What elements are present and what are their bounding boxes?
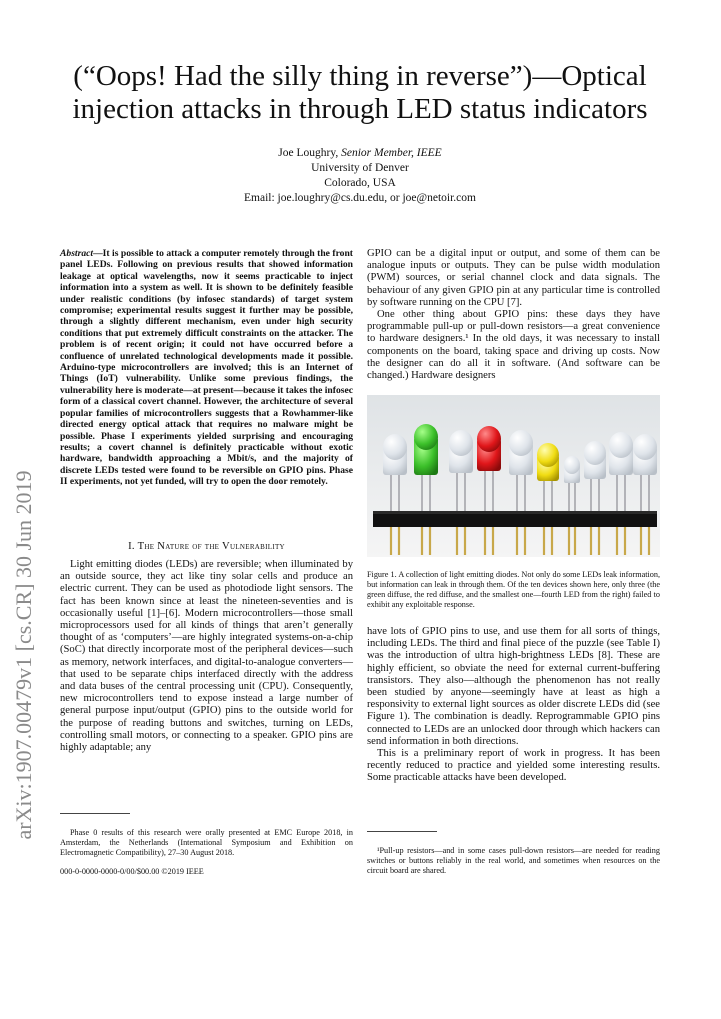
copyright-line xyxy=(60,859,353,885)
right-paragraph-2: One other thing about GPIO pins: these days they have programmable pull-up or pull-down resistors—a great convenience to hardware designers.¹ In the old days, it was necessary to install components on the board, taking space and driving up costs. Now the designer can do all it in software. (And software can be changed.) Hardware designers xyxy=(367,309,660,382)
figure-caption: Figure 1. A collection of light emitting diodes. Not only do some LEDs leak information, but information can leak in through them. Of the ten devices shown here, only three (the green diffuse, the red diffuse, and the smallest one—fourth LED from the right) failed to exhibit any exploitable response. xyxy=(367,570,660,609)
paper-title: (“Oops! Had the silly thing in reverse”)—Optical injection attacks in through LED status indicators xyxy=(72,60,648,125)
footnote-rule-right xyxy=(367,831,437,832)
location: Colorado, USA xyxy=(324,177,396,189)
email: Email: joe.loughry@cs.du.edu, or joe@netoir.com xyxy=(244,192,476,204)
right-paragraph-1: GPIO can be a digital input or output, and some of them can be analogue inputs or outputs. They can be pulse width modulation (PWM) sources, or serial channel clock and data signals. The behaviour of any given GPIO pin at any particular time is controlled by software running on the CPU [7]. xyxy=(367,248,660,308)
led-photo xyxy=(367,395,660,557)
led-photo-illustration xyxy=(367,395,660,557)
footnote-left-text: Phase 0 results of this research were orally presented at EMC Europe 2018, in Amsterdam, the Netherlands (International Symposium and Exhibition on Electromagnetic Compatibility), 27–30 August 2018. xyxy=(60,828,353,858)
copyright-text: 000-0-0000-0000-0/00/$00.00 ©2019 IEEE xyxy=(60,867,204,877)
right-bottom-body xyxy=(367,626,660,785)
affiliation: University of Denver xyxy=(311,162,409,174)
footnote-rule xyxy=(60,813,130,814)
author-name: Joe Loughry, xyxy=(278,147,339,159)
footnote-right-text: ¹Pull-up resistors—and in some cases pull-down resistors—are needed for reading switches or buttons reliably in the real world, and sometimes when resources on the circuit board are shared. xyxy=(367,846,660,876)
right-paragraph-4: This is a preliminary report of work in progress. It has been recently reduced to practice and yielded some interesting results. Some practicable attacks have been developed. xyxy=(367,748,660,784)
arxiv-watermark: arXiv:1907.00479v1 [cs.CR] 30 Jun 2019 xyxy=(11,470,36,840)
right-top-body xyxy=(367,248,660,382)
section-heading: I. The Nature of the Vulnerability xyxy=(128,541,285,552)
author-block xyxy=(160,146,560,206)
abstract xyxy=(60,248,353,488)
section-paragraph: Light emitting diodes (LEDs) are reversible; when illuminated by an outside source, they act like tiny solar cells and produce an electric current. They can be used as photodiode light sensors. The fact has been known since at least the nineteen-seventies and is occasionally useful [1]–[6]. Modern microcontrollers—those small microprocessors used for all kinds of things that aren’t generally thought of as ‘computers’—are highly integrated systems-on-a-chip (SoC) that directly incorporate most of the peripheral devices—such as memory, network interfaces, and digital-to-analogue converters—that used to be separate chips interfaced directly with the address and data buses of the central processing unit (CPU). Consequently, new microcontrollers tend to expose instead a large number of general purpose input/output (GPIO) pins to the outside world for the purpose of reading buttons and switches, turning on LEDs, controlling small motors, or connecting to a speaker. GPIO pins are highly adaptable; any xyxy=(60,559,353,754)
abstract-text: —It is possible to attack a computer remotely through the front panel LEDs. Following on previous results that showed information leakage at optical wavelengths, now it seems practicable to inject information into a system as well. It is shown to be definitely feasible under realistic conditions (by infosec standards) of target system compromise; experimental results suggest it further may be possible, through a slightly different mechanism, even under high security conditions that put extremely difficult constraints on the attacker. The problem is of recent origin; it could not have occurred before a confluence of unrelated technological developments made it possible. Arduino-type microcontrollers are involved; this is an Internet of Things (IoT) vulnerability. Unlike some previous findings, the vulnerability here is moderate—at present—because it takes the infosec form of a classical covert channel. However, the architecture of several popular families of microcontrollers suggests that a Rowhammer-like directed energy optical attack that requires no malware might be possible. Phase I experiments yielded surprising and encouraging results; a covert channel is definitely practicable without exotic hardware, bandwidth approaching a Mbit/s, and the majority of discrete LEDs tested were found to be reversible on GPIO pins. Phase II experiments, not yet funded, will try to open the door remotely. xyxy=(60,248,353,488)
abstract-label: Abstract xyxy=(60,248,94,259)
author-role: Senior Member, IEEE xyxy=(341,147,442,159)
footnote-right xyxy=(367,838,660,884)
section-body xyxy=(60,559,353,754)
right-paragraph-3: have lots of GPIO pins to use, and use them for all sorts of things, including LEDs. The third and final piece of the puzzle (see Table I) was the introduction of ultra high-brightness LEDs [8]. These are highly efficient, so obviate the need for external current-buffering transistors. They also—although the phenomenon has not really been studied by anyone—seemingly have at least as high a responsivity to external light sources as older discrete LEDs did (see Figure 1). The combination is deadly. Reprogrammable GPIO pins connected to LEDs are an unlocked door through which hackers can send information in both directions. xyxy=(367,626,660,747)
